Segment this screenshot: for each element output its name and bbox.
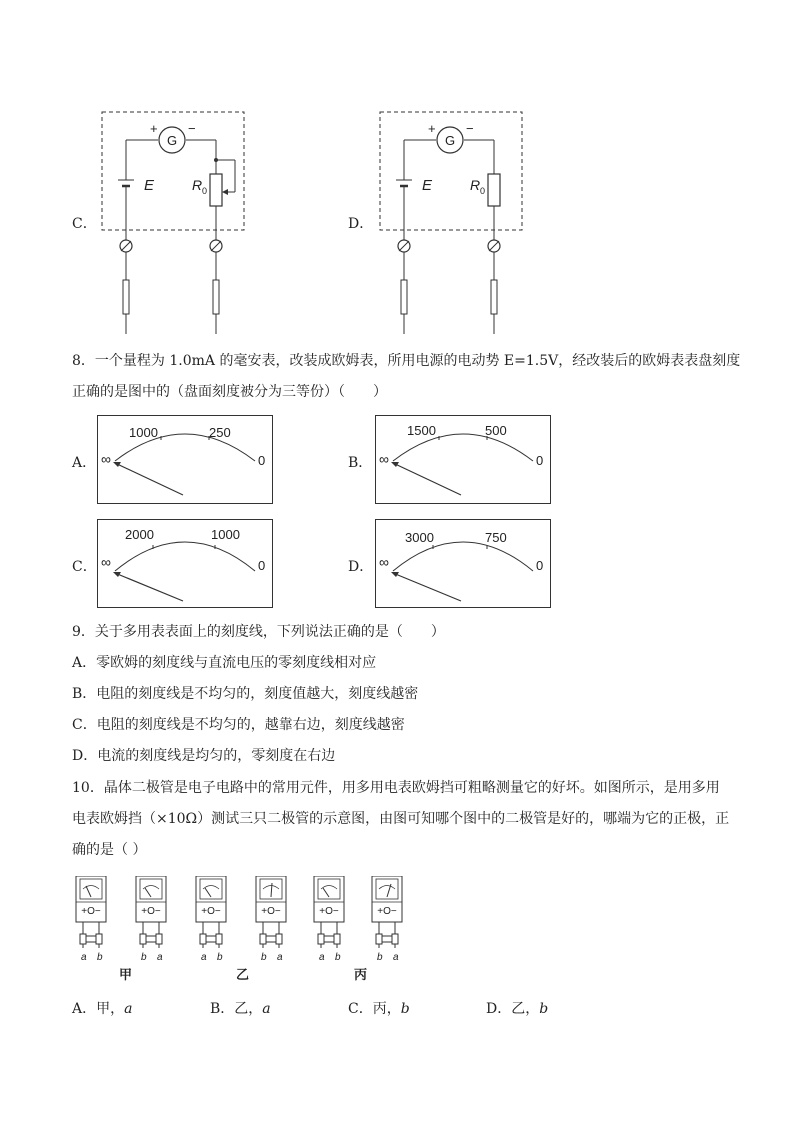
battery-label: E (144, 177, 155, 194)
meter-3 (196, 876, 226, 963)
q10-answer-a: A．甲，a (72, 1001, 133, 1017)
dial-infinity-label: ∞ (379, 554, 389, 570)
meter-1 (76, 876, 106, 963)
rheostat (210, 174, 222, 206)
meter-left-terminal: a (201, 952, 207, 963)
q8-option-a-dial (97, 415, 273, 504)
q10-answer-d: D．乙，b (486, 1001, 549, 1017)
q10-group-label-bing: 丙 (354, 968, 368, 983)
q8-option-c-letter: C． (72, 559, 97, 575)
dial-zero-label: 0 (536, 558, 544, 573)
q9-option-b: B．电阻的刻度线是不均匀的，刻度值越大，刻度线越密 (72, 686, 419, 702)
meter-right-terminal: b (335, 952, 341, 963)
dial-zero-label: 0 (258, 453, 266, 468)
meter-5 (314, 876, 344, 963)
q7-option-d-letter: D． (348, 216, 374, 232)
q8-option-d-dial (375, 519, 551, 608)
meter-sign-label: +O− (201, 906, 221, 917)
svg-text:−: − (188, 121, 196, 136)
dial-right-tick-label: 750 (485, 530, 507, 545)
meter-right-terminal: b (217, 952, 223, 963)
resistor (488, 174, 500, 206)
meter-left-terminal: b (377, 952, 383, 963)
svg-text:0: 0 (202, 186, 208, 196)
dial-left-tick-label: 3000 (405, 530, 434, 545)
q10-stem-line1: 10．晶体二极管是电子电路中的常用元件，用多用电表欧姆挡可粗略测量它的好坏。如图所示，是用多用 (72, 780, 720, 796)
q8-stem-line1: 8．一个量程为 1.0mA 的毫安表，改装成欧姆表，所用电源的电动势 E=1.5V，经改装后的欧姆表表盘刻度 (72, 353, 741, 369)
q9-option-c: C．电阻的刻度线是不均匀的，越靠右边，刻度线越密 (72, 717, 405, 733)
dial-zero-label: 0 (536, 453, 544, 468)
q10-stem-line3: 确的是（ ） (72, 842, 147, 858)
dial-infinity-label: ∞ (101, 554, 111, 570)
meter-2 (136, 876, 166, 963)
q10-meter-diagrams (74, 876, 414, 966)
meter-left-terminal: a (81, 952, 87, 963)
meter-right-terminal: b (97, 952, 103, 963)
q9-option-a: A．零欧姆的刻度线与直流电压的零刻度线相对应 (72, 655, 377, 671)
q8-option-a-letter: A． (72, 455, 97, 471)
q10-stem-line2: 电表欧姆挡（×10Ω）测试三只二极管的示意图，由图可知哪个图中的二极管是好的，哪端为它的正极，正 (72, 811, 730, 827)
q8-stem-line2: 正确的是图中的（盘面刻度被分为三等份）（ ） (72, 384, 387, 400)
dial-left-tick-label: 2000 (125, 527, 154, 542)
q7-option-c-circuit (98, 108, 258, 338)
meter-left-terminal: a (319, 952, 325, 963)
dial-infinity-label: ∞ (101, 451, 111, 467)
q7-option-d-circuit (376, 108, 536, 338)
meter-sign-label: +O− (81, 906, 101, 917)
dial-left-tick-label: 1000 (129, 425, 158, 440)
meter-4 (256, 876, 286, 963)
q10-group-label-yi: 乙 (236, 968, 250, 983)
dial-zero-label: 0 (258, 558, 266, 573)
q8-option-c-dial (97, 519, 273, 608)
meter-sign-label: +O− (319, 906, 339, 917)
meter-sign-label: +O− (377, 906, 397, 917)
galvanometer-label: G (444, 133, 456, 148)
q9-stem: 9．关于多用表表面上的刻度线，下列说法正确的是（ ） (72, 624, 445, 640)
dial-right-tick-label: 1000 (211, 527, 240, 542)
meter-right-terminal: a (277, 952, 283, 963)
q10-answer-c: C．丙，b (348, 1001, 410, 1017)
dial-left-tick-label: 1500 (407, 423, 436, 438)
dial-right-tick-label: 250 (209, 425, 231, 440)
svg-text:R: R (470, 177, 481, 193)
meter-6 (372, 876, 402, 963)
q8-option-b-letter: B． (348, 455, 373, 471)
svg-text:0: 0 (480, 186, 486, 196)
meter-left-terminal: b (141, 952, 147, 963)
meter-right-terminal: a (157, 952, 163, 963)
meter-right-terminal: a (393, 952, 399, 963)
svg-text:R: R (192, 177, 203, 193)
svg-text:+: + (428, 121, 436, 136)
svg-text:+: + (150, 121, 158, 136)
q10-answer-b: B．乙，a (210, 1001, 271, 1017)
dial-right-tick-label: 500 (485, 423, 507, 438)
q8-option-b-dial (375, 415, 551, 504)
battery-label: E (422, 177, 433, 194)
q10-group-label-jia: 甲 (119, 968, 133, 983)
dial-infinity-label: ∞ (379, 451, 389, 467)
meter-left-terminal: b (261, 952, 267, 963)
q9-option-d: D．电流的刻度线是均匀的，零刻度在右边 (72, 748, 336, 764)
meter-sign-label: +O− (141, 906, 161, 917)
svg-text:−: − (466, 121, 474, 136)
q8-option-d-letter: D． (348, 559, 374, 575)
meter-sign-label: +O− (261, 906, 281, 917)
q7-option-c-letter: C． (72, 216, 97, 232)
galvanometer-label: G (166, 133, 178, 148)
